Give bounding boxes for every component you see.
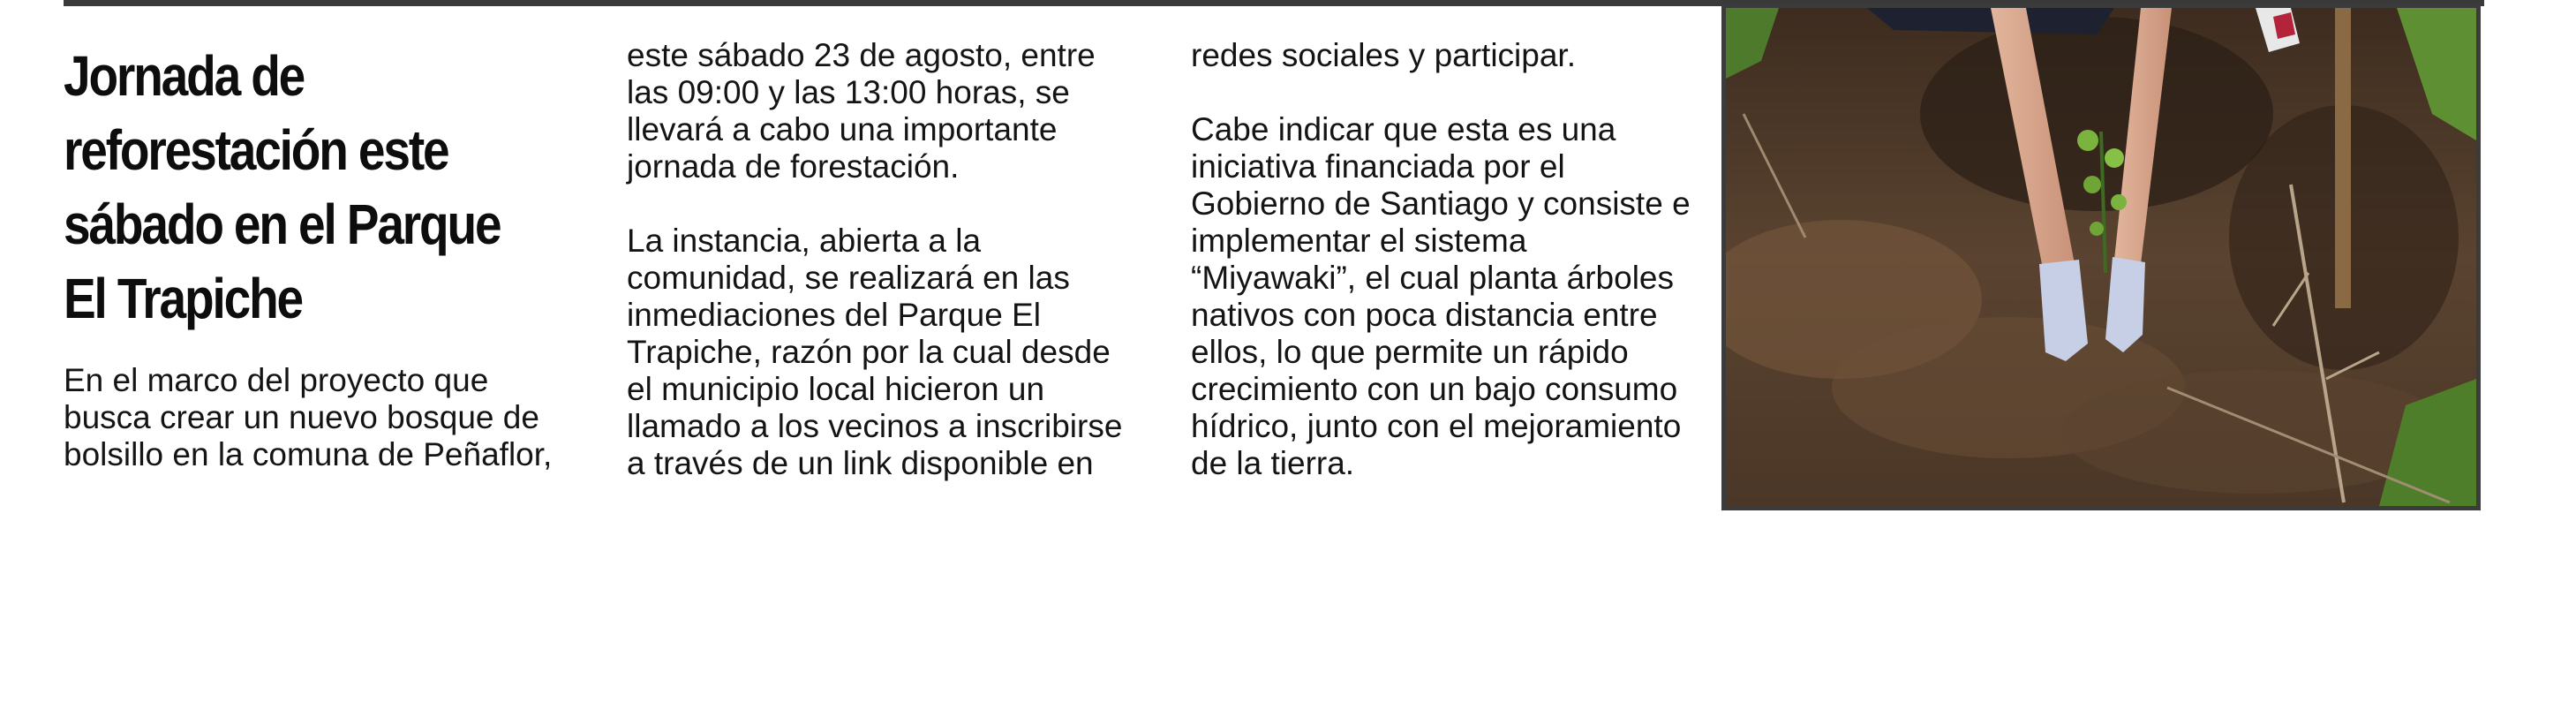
article-column-3-paragraph-1: redes sociales y participar. — [1191, 37, 1576, 73]
article-column-2-paragraph-2: La instancia, abierta a la comunidad, se realizará en las inmediaciones del Parque El Trapiche, razón por la cual desde el municipio local hicieron un llamado a los vecinos a inscribirse a través de un link disponible en — [627, 223, 1123, 481]
article-column-2 — [627, 37, 1156, 482]
article-photo — [1721, 4, 2481, 510]
article-column-3 — [1191, 37, 1721, 482]
article-column-3-paragraph-2: Cabe indicar que esta es una iniciativa financiada por el Gobierno de Santiago y consiste e implementar el sistema “Miyawaki”, el cual planta árboles nativos con poca distancia entre ellos, lo que permite un rápido crecimiento con un bajo consumo hídrico, junto con el mejoramiento de la tierra. — [1191, 111, 1691, 481]
planting-photo-illustration — [1726, 8, 2476, 506]
article-column-2-paragraph-1: este sábado 23 de agosto, entre las 09:00 y las 13:00 horas, se llevará a cabo una importante jornada de forestación. — [627, 37, 1096, 185]
article-headline: Jornada de reforestación este sábado en el Parque El Trapiche — [64, 44, 501, 330]
article-column-1-text: En el marco del proyecto que busca crear un nuevo bosque de bolsillo en la comuna de Peñaflor, — [64, 362, 553, 472]
